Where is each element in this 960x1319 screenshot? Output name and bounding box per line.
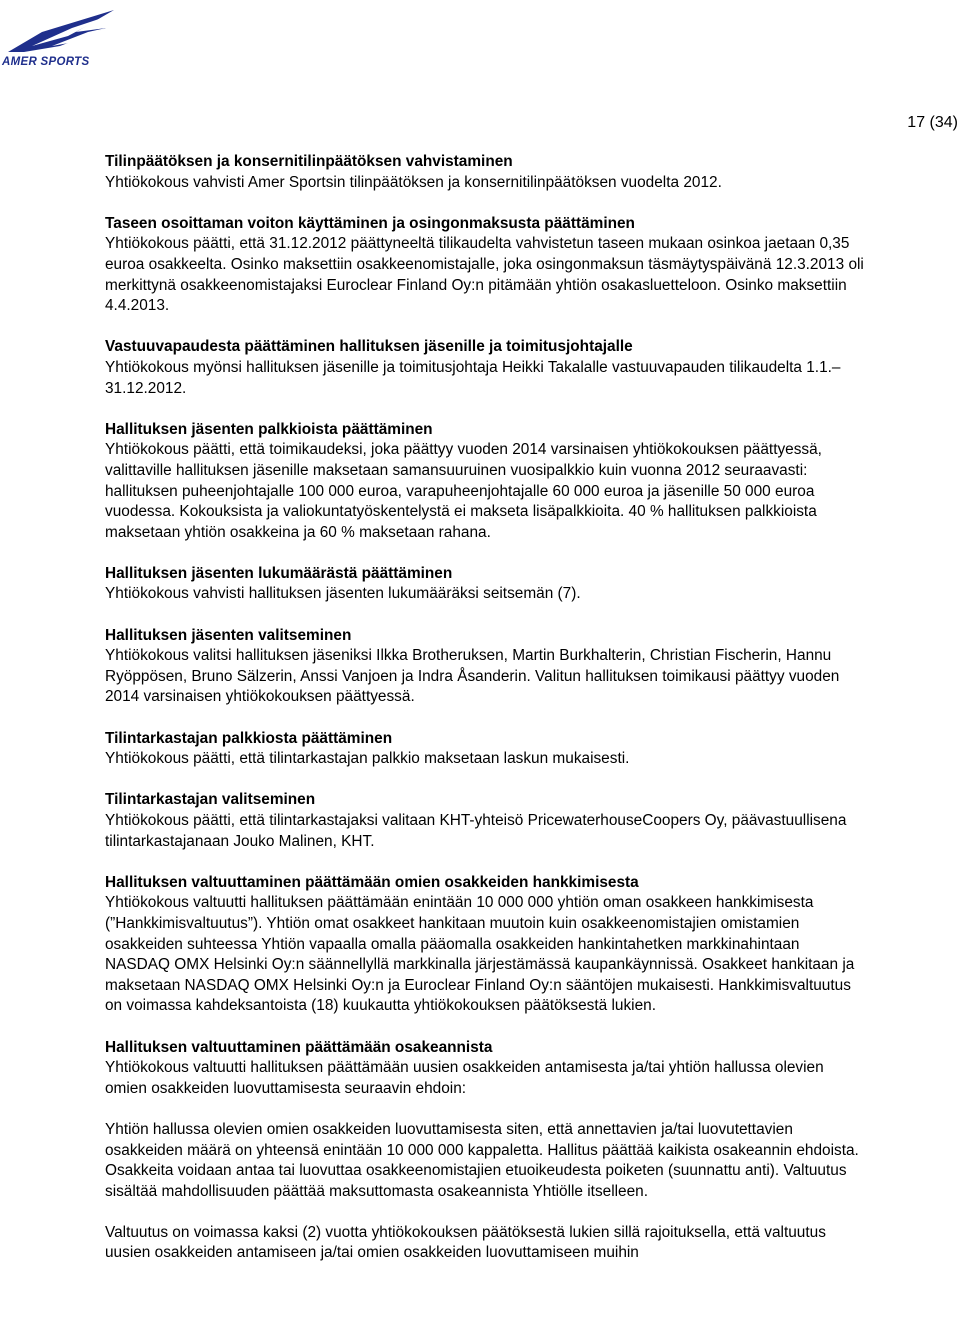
section-paragraph: Yhtiökokous valitsi hallituksen jäseniksi Ilkka Brotheruksen, Martin Burkhalterin, Christian Fischerin, Hannu Ryöppösen, Bruno Sälzerin, Anssi Vanjoen ja Indra Åsanderin. Valitun hallituksen toimikausi päättyy vuoden 2014 varsinaisen yhtiökokouksen päättyessä. [105, 647, 840, 706]
document-body [105, 152, 865, 1285]
section-heading: Tilinpäätöksen ja konsernitilinpäätöksen vahvistaminen [105, 153, 513, 170]
section-auditor-election [105, 790, 865, 852]
section-profit-distribution [105, 214, 865, 317]
section-paragraph: Yhtiökokous päätti, että 31.12.2012 päättyneeltä tilikaudelta vahvistetun taseen mukaan osinkoa jaetaan 0,35 euroa osakkeelta. Osinko maksettiin osakkeenomistajalle, joka osingonmaksun täsmäytyspäivänä 12.3.2013 oli merkittynä osakkeenomistajaksi Euroclear Finland Oy:n pitämään yhtiön osakasluetteloon. Osinko maksettiin 4.4.2013. [105, 235, 864, 315]
section-heading: Tilintarkastajan valitseminen [105, 791, 316, 809]
section-paragraph: Yhtiökokous päätti, että tilintarkastajaksi valitaan KHT-yhteisö PricewaterhouseCoopers Oy, päävastuullisena tilintarkastajanaan Jouko Malinen, KHT. [105, 812, 847, 850]
section-board-size [105, 564, 865, 605]
section-paragraph: Yhtiökokous myönsi hallituksen jäsenille ja toimitusjohtaja Heikki Takalalle vastuuvapauden tilikaudelta 1.1.–31.12.2012. [105, 358, 841, 397]
section-paragraph: Yhtiökokous vahvisti Amer Sportsin tilinpäätöksen ja konsernitilinpäätöksen vuodelta 2012. [105, 173, 722, 191]
amer-sports-logo [2, 6, 120, 68]
section-paragraph: Yhtiökokous päätti, että tilintarkastajan palkkio maksetaan laskun mukaisesti. [105, 750, 630, 768]
amer-sports-logo-mark [2, 6, 120, 56]
section-financial-statements [105, 152, 865, 193]
section-heading: Taseen osoittaman voiton käyttäminen ja osingonmaksusta päättäminen [105, 214, 635, 232]
section-paragraph: Yhtiökokous päätti, että toimikaudeksi, joka päättyy vuoden 2014 varsinaisen yhtiökokouksen päättyessä, valittaville hallituksen jäsenille maksetaan samansuuruinen vuosipalkkio kuin vuonna 2012 seuraavasti: hallituksen puheenjohtajalle 100 000 euroa, varapuheenjohtajalle 60 000 euroa ja jäsenille 50 000 euroa vuodessa. Kokouksista ja valiokuntatyöskentelystä ei makseta lisäpalkkioita. 40 % hallituksen palkkioista maksetaan yhtiön osakkeina ja 60 % maksetaan rahana. [105, 441, 822, 541]
section-heading: Tilintarkastajan palkkiosta päättäminen [105, 729, 393, 747]
section-discharge-from-liability [105, 337, 865, 399]
section-heading: Hallituksen jäsenten lukumäärästä päättäminen [105, 564, 453, 582]
section-share-repurchase-authorization [105, 873, 865, 1017]
section-paragraph: Yhtiökokous vahvisti hallituksen jäsenten lukumääräksi seitsemän (7). [105, 585, 581, 603]
section-share-issue-authorization [105, 1038, 865, 1265]
page-number: 17 (34) [907, 114, 958, 131]
section-heading: Hallituksen jäsenten palkkioista päättäminen [105, 420, 433, 438]
section-heading: Vastuuvapaudesta päättäminen hallituksen jäsenille ja toimitusjohtajalle [105, 338, 633, 356]
section-paragraph: Yhtiökokous valtuutti hallituksen päättämään uusien osakkeiden antamisesta ja/tai yhtiön hallussa olevien omien osakkeiden luovuttamisesta seuraavin ehdoin: [105, 1059, 824, 1097]
section-paragraph: Yhtiökokous valtuutti hallituksen päättämään enintään 10 000 000 yhtiön oman osakkeen hankkimisesta (”Hankkimisvaltuutus”). Yhtiön omat osakkeet hankitaan muutoin kuin osakkeenomistajien omistamien osakkeiden suhteessa Yhtiön vapaalla omalla pääomalla osakkeiden hankintahetken markkinahintaan NASDAQ OMX Helsinki Oy:n säännellyllä markkinalla järjestämässä kaupankäynnissä. Osakkeet hankitaan ja maksetaan NASDAQ OMX Helsinki Oy:n ja Euroclear Finland Oy:n sääntöjen mukaisesti. Hankkimisvaltuutus on voimassa kahdeksantoista (18) kuukautta yhtiökokouksen päätöksestä lukien. [105, 894, 855, 1015]
section-heading: Hallituksen jäsenten valitseminen [105, 626, 352, 644]
section-heading: Hallituksen valtuuttaminen päättämään osakeannista [105, 1038, 493, 1056]
section-board-remuneration [105, 420, 865, 544]
logo-text: AMER SPORTS [2, 56, 90, 68]
section-paragraph: Valtuutus on voimassa kaksi (2) vuotta yhtiökokouksen päätöksestä lukien sillä rajoituksella, että valtuutus uusien osakkeiden antamiseen ja/tai omien osakkeiden luovuttamiseen muihin [105, 1223, 826, 1262]
section-auditor-fee [105, 729, 865, 770]
section-heading: Hallituksen valtuuttaminen päättämään omien osakkeiden hankkimisesta [105, 873, 639, 891]
section-board-election [105, 626, 865, 708]
section-paragraph: Yhtiön hallussa olevien omien osakkeiden luovuttamisesta siten, että annettavien ja/tai luovutettavien osakkeiden määrä on yhteensä enintään 10 000 000 kappaletta. Hallitus päättää kaikista osakeannin ehdoista. Osakkeita voidaan antaa tai luovuttaa osakkeenomistajien etuoikeudesta poiketen (suunnattu anti). Valtuutus sisältää mahdollisuuden päättää maksuttomasta osakeannista Yhtiölle itselleen. [105, 1120, 859, 1200]
